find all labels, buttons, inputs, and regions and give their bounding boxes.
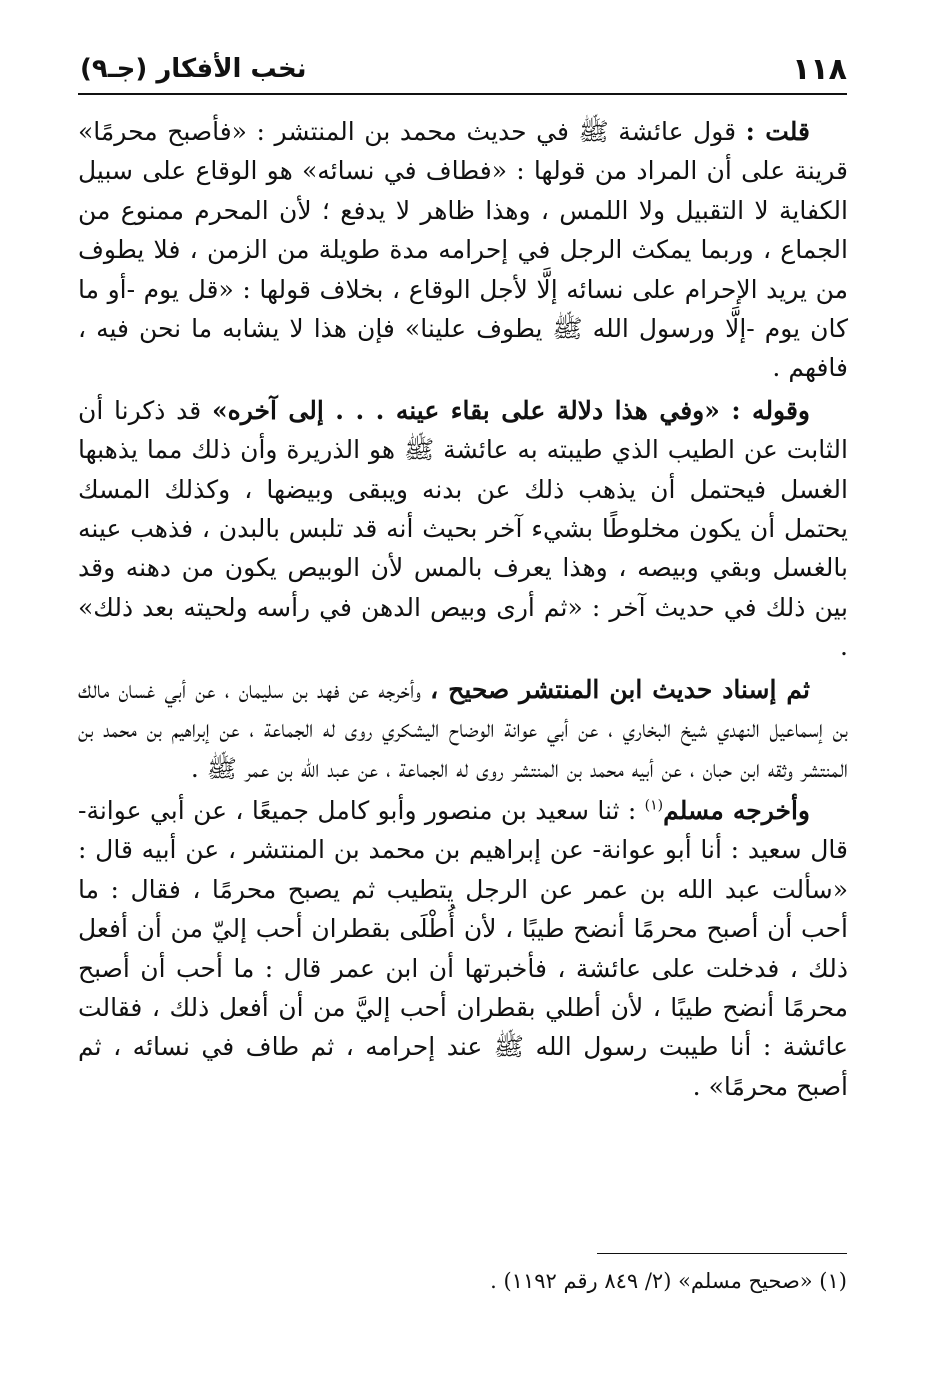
book-title: نخب الأفكار (جـ٩)	[80, 54, 307, 84]
footnote-marker[interactable]: (١)	[644, 797, 664, 814]
main-text	[78, 112, 848, 1109]
footnote-rule	[597, 1253, 847, 1254]
paragraph-text: : ثنا سعيد بن منصور وأبو كامل جميعًا ، عن أبي عوانة- قال سعيد : أنا أبو عوانة- عن إبراهيم بن محمد بن المنتشر ، عن أبيه قال : «سألت عبد الله بن عمر عن الرجل يتطيب ثم يصبح محرمًا ، فقال : ما أحب أن أصبح محرمًا أنضح طيبًا ، لأن أُطْلَى بقطران أحب إليّ من أن أفعل ذلك ، فدخلت على عائشة ، فأخبرتها أن ابن عمر قال : ما أحب أن أصبح محرمًا أنضح طيبًا ، لأن أطلي بقطران أحب إليَّ من أن أفعل ذلك ، فقالت عائشة : أنا طيبت رسول الله ﷺ عند إحرامه ، ثم طاف في نسائه ، ثم أصبح محرمًا» .	[78, 795, 848, 1101]
paragraph-4	[78, 791, 848, 1106]
running-header	[80, 48, 847, 92]
paragraph-lead: وأخرجه مسلم	[663, 795, 810, 825]
paragraph-3	[78, 670, 848, 788]
paragraph-2	[78, 391, 848, 667]
paragraph-text: قد ذكرنا أن الثابت عن الطيب الذي طيبته به عائشة ﷺ هو الذريرة وأن ذلك مما يذهبها الغسل فيحتمل أن يذهب ذلك عن بدنه ويبقى وبيضها ، وكذلك المسك يحتمل أن يكون مخلوطًا بشيء آخر بحيث أنه قد تلبس بالبدن ، فذهب عينه بالغسل وبقي وبيصه ، وهذا يعرف بالمس لأن الوبيص يكون من دهنه وقد بين ذلك في حديث آخر : «ثم أرى وبيص الدهن في رأسه ولحيته بعد ذلك» .	[78, 395, 848, 662]
paragraph-lead: قلت :	[745, 117, 810, 146]
paragraph-text: وأخرجه عن فهد بن سليمان ، عن أبي غسان مالك بن إسماعيل النهدي شيخ البخاري ، عن أبي عوانة الوضاح اليشكري روى له الجماعة ، عن إبراهيم بن محمد بن المنتشر وثقه ابن حبان ، عن أبيه محمد بن المنتشر روى له الجماعة ، عن عبد الله بن عمر ﷺ .	[78, 674, 848, 783]
paragraph-lead: وقوله : «وفي هذا دلالة على بقاء عينه . . . إلى آخره»	[211, 395, 810, 425]
paragraph-text: قول عائشة ﷺ في حديث محمد بن المنتشر : «فأصبح محرمًا» قرينة على أن المراد من قولها : «فطاف في نسائه» هو الوقاع على سبيل الكفاية لا التقبيل ولا اللمس ، وهذا ظاهر لا يدفع ؛ لأن المحرم ممنوع من الجماع ، وربما يمكث الرجل في إحرامه مدة طويلة من الزمن ، فلا يطوف من يريد الإحرام على نسائه إلَّا لأجل الوقاع ، بخلاف قولها : «قل يوم -أو ما كان يوم -إلَّا ورسول الله ﷺ يطوف علينا» فإن هذا لا يشابه ما نحن فيه ، فافهم .	[78, 117, 848, 383]
paragraph-lead: ثم إسناد حديث ابن المنتشر صحيح ،	[430, 674, 810, 704]
paragraph-1	[78, 112, 848, 388]
footnote: (١) «صحيح مسلم» (٢/ ٨٤٩ رقم ١١٩٢) .	[490, 1269, 847, 1293]
header-rule	[78, 93, 847, 95]
page-number: ١١٨	[792, 52, 847, 87]
